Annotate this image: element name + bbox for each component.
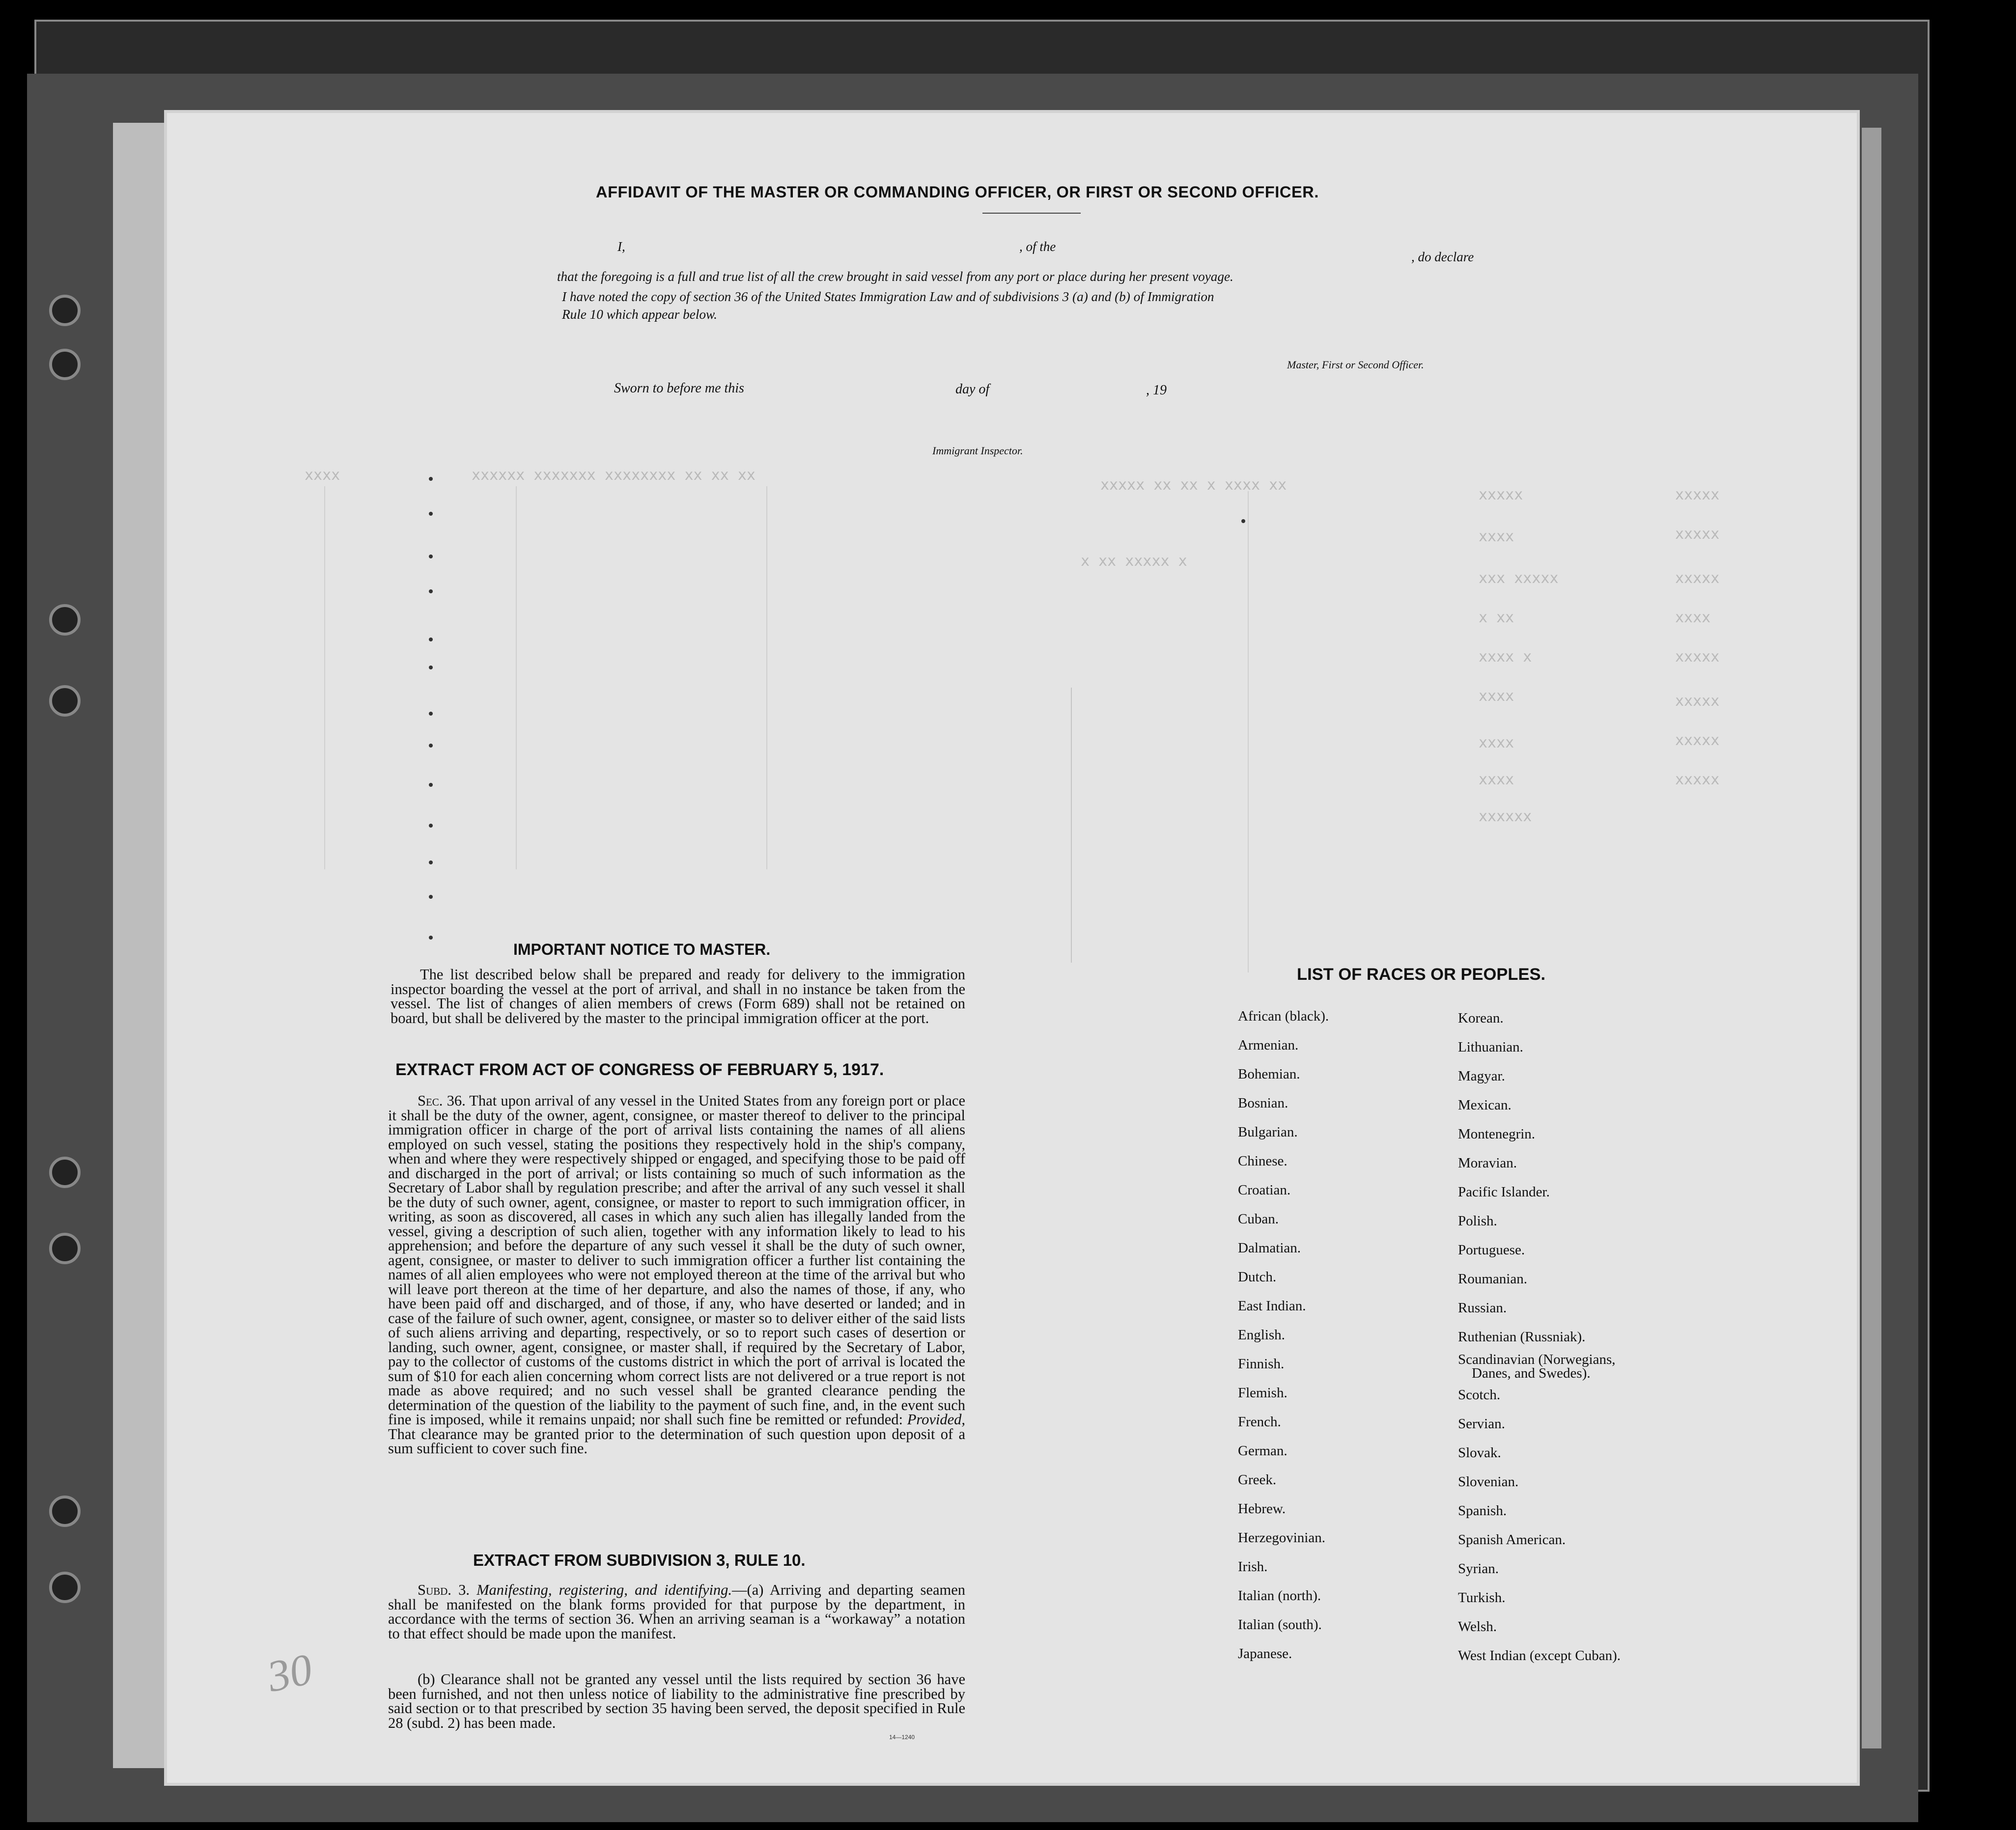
race-item: Lithuanian. bbox=[1458, 1039, 1523, 1055]
act-title: EXTRACT FROM ACT OF CONGRESS OF FEBRUARY 5, 1917. bbox=[395, 1060, 884, 1079]
race-item: Polish. bbox=[1458, 1213, 1497, 1229]
binder-hole bbox=[49, 1233, 81, 1264]
race-item: Herzegovinian. bbox=[1238, 1530, 1325, 1546]
rule10-title: EXTRACT FROM SUBDIVISION 3, RULE 10. bbox=[473, 1551, 806, 1569]
form-number: 14—1240 bbox=[889, 1734, 915, 1741]
underlying-page-edge-right bbox=[1862, 128, 1881, 1748]
race-item: Dalmatian. bbox=[1238, 1240, 1301, 1256]
race-item-line: Scandinavian (Norwegians, bbox=[1458, 1352, 1616, 1367]
race-item: English. bbox=[1238, 1327, 1285, 1343]
race-item: Cuban. bbox=[1238, 1211, 1279, 1227]
race-item: Slovak. bbox=[1458, 1445, 1501, 1461]
race-item: Hebrew. bbox=[1238, 1501, 1286, 1517]
race-item: Flemish. bbox=[1238, 1385, 1288, 1401]
race-item: Russian. bbox=[1458, 1300, 1507, 1316]
race-item: African (black). bbox=[1238, 1008, 1329, 1024]
races-left-column bbox=[1238, 1002, 1329, 1668]
year-label: , 19 bbox=[1146, 383, 1167, 398]
notice-title: IMPORTANT NOTICE TO MASTER. bbox=[513, 941, 771, 958]
inspector-signature-label: Immigrant Inspector. bbox=[932, 444, 1023, 457]
master-signature-label: Master, First or Second Officer. bbox=[1287, 359, 1424, 371]
race-item bbox=[1458, 1353, 1621, 1381]
act-provided: Provided, bbox=[907, 1411, 965, 1428]
race-item: Syrian. bbox=[1458, 1561, 1499, 1577]
race-item-line: Danes, and Swedes). bbox=[1472, 1365, 1591, 1381]
underlying-page-edge bbox=[113, 123, 172, 1768]
race-item: Bosnian. bbox=[1238, 1095, 1288, 1111]
races-right-column bbox=[1458, 1004, 1621, 1670]
race-item: Portuguese. bbox=[1458, 1242, 1525, 1258]
race-item: Scotch. bbox=[1458, 1387, 1501, 1403]
sworn-label: Sworn to before me this bbox=[614, 381, 744, 396]
race-item: Turkish. bbox=[1458, 1590, 1506, 1606]
race-item: Mexican. bbox=[1458, 1097, 1512, 1113]
binder-hole bbox=[49, 295, 81, 326]
race-item: Finnish. bbox=[1238, 1356, 1285, 1372]
binder-hole bbox=[49, 1157, 81, 1188]
rule10-subd-label: Subd. 3. bbox=[418, 1581, 470, 1598]
affidavit-line2: that the foregoing is a full and true list of all the crew brought in said vessel from any port or place during her present voyage. bbox=[557, 269, 1233, 284]
affidavit-line3: I have noted the copy of section 36 of the United States Immigration Law and of subdivisions 3 (a) and (b) of Immigration bbox=[562, 289, 1214, 304]
race-item: Korean. bbox=[1458, 1010, 1504, 1026]
race-item: Pacific Islander. bbox=[1458, 1184, 1550, 1200]
affidavit-line4: Rule 10 which appear below. bbox=[562, 307, 717, 322]
affidavit-do-declare-label: , do declare bbox=[1411, 250, 1474, 264]
binder-hole bbox=[49, 1496, 81, 1527]
race-item: Italian (north). bbox=[1238, 1588, 1321, 1604]
race-item: French. bbox=[1238, 1414, 1281, 1430]
race-item: Italian (south). bbox=[1238, 1617, 1322, 1633]
affidavit-title: AFFIDAVIT OF THE MASTER OR COMMANDING OFFICER, OR FIRST OR SECOND OFFICER. bbox=[596, 183, 1319, 201]
act-body: That upon arrival of any vessel in the United States from any foreign port or place it shall be the duty of the owner, agent, consignee, or master thereof to deliver to the principal immigration officer in charge of the port of arrival lists containing the names of all aliens employed on such vessel, stating the positions they respectively hold in the ship's company, when and where they were respectively shipped or engaged, and specifying those to be paid off and discharged in the port of arrival; or lists containing so much of such information as the Secretary of Labor shall by regulation prescribe; and after the arrival of any such vessel it shall be the duty of such owner, agent, consignee, or master to report to such immigration officer, in writing, as soon as discovered, all cases in which any such alien has illegally landed from the vessel, giving a description of such alien, together with any information likely to lead to his apprehension; and before the departure of any such vessel it shall be the duty of such owner, agent, consignee, or master to deliver to such immigration officer a further list containing the names of all alien employees who were not employed thereon at the time of the arrival but who will leave port thereon at the time of her departure, and also the names of those, if any, who have been paid off and discharged, and of those, if any, who have deserted or landed; and in case of the failure of such owner, agent, consignee, or master so to deliver either of the said lists of such aliens arriving and departing, respectively, or so to report such cases of desertion or landing, such owner, agent, consignee, or master shall, if required by the Secretary of Labor, pay to the collector of customs of the customs district in which the port of arrival is located the sum of $10 for each alien concerning whom correct lists are not delivered or a true report is not made as above required; and no such vessel shall be granted clearance pending the determination of the question of the liability to the payment of such fine, and, in the event such fine is imposed, while it remains unpaid; nor shall such fine be remitted or refunded: bbox=[388, 1092, 965, 1428]
divider bbox=[982, 213, 1081, 214]
binder-hole bbox=[49, 604, 81, 636]
race-item: Japanese. bbox=[1238, 1646, 1292, 1662]
race-item: Greek. bbox=[1238, 1472, 1277, 1488]
race-item: Chinese. bbox=[1238, 1153, 1288, 1169]
notice-text: The list described below shall be prepared and ready for delivery to the immigration inspector boarding the vessel at the port of arrival, and shall in no instance be taken from the vessel. The list of changes of alien members of crews (Form 689) shall not be retained on board, but shall be delivered by the master to the principal immigration officer at the port. bbox=[391, 966, 965, 1026]
race-item: Bulgarian. bbox=[1238, 1124, 1298, 1140]
handwritten-page-number: 30 bbox=[263, 1644, 317, 1702]
race-item: German. bbox=[1238, 1443, 1288, 1459]
act-text bbox=[388, 1094, 965, 1456]
race-item: Spanish. bbox=[1458, 1503, 1507, 1519]
race-item: East Indian. bbox=[1238, 1298, 1306, 1314]
rule10-subd-heading: Manifesting, registering, and identifying. bbox=[476, 1581, 732, 1598]
act-section-label: Sec. 36. bbox=[418, 1092, 466, 1109]
race-item: Armenian. bbox=[1238, 1037, 1299, 1053]
race-item: Roumanian. bbox=[1458, 1271, 1527, 1287]
binder-hole bbox=[49, 349, 81, 380]
rule10-para-a-text: —(a) Arriving and departing seamen shall be manifested on the blank forms provided for that purpose by the department, in accordance with the terms of section 36. When an arriving seaman is a “workaway” a notation to that effect should be made upon the manifest. bbox=[388, 1581, 965, 1642]
race-item: Servian. bbox=[1458, 1416, 1505, 1432]
race-item: Welsh. bbox=[1458, 1619, 1497, 1635]
rule10-para-b: (b) Clearance shall not be granted any vessel until the lists required by section 36 have been furnished, and not then unless notice of liability to the administrative fine prescribed by said section or to that prescribed by section 35 having been served, the deposit specified in Rule 28 (subd. 2) has been made. bbox=[388, 1671, 965, 1731]
race-item: Ruthenian (Russniak). bbox=[1458, 1329, 1586, 1345]
race-item: Magyar. bbox=[1458, 1068, 1505, 1084]
binder-hole bbox=[49, 1572, 81, 1603]
race-item: Bohemian. bbox=[1238, 1066, 1300, 1082]
binder-hole bbox=[49, 685, 81, 717]
race-item: Spanish American. bbox=[1458, 1532, 1566, 1548]
rule10-para-a bbox=[388, 1583, 965, 1641]
races-title: LIST OF RACES OR PEOPLES. bbox=[1297, 965, 1546, 984]
race-item: West Indian (except Cuban). bbox=[1458, 1648, 1621, 1664]
day-of-label: day of bbox=[955, 382, 990, 397]
race-item: Dutch. bbox=[1238, 1269, 1277, 1285]
race-item: Moravian. bbox=[1458, 1155, 1517, 1171]
race-item: Slovenian. bbox=[1458, 1474, 1519, 1490]
race-item: Irish. bbox=[1238, 1559, 1268, 1575]
act-body-end: That clearance may be granted prior to the determination of such question upon deposit of a sum sufficient to cover such fine. bbox=[388, 1425, 965, 1457]
race-item: Croatian. bbox=[1238, 1182, 1291, 1198]
affidavit-of-the-label: , of the bbox=[1019, 239, 1056, 254]
affidavit-i-label: I, bbox=[617, 239, 625, 254]
race-item: Montenegrin. bbox=[1458, 1126, 1536, 1142]
